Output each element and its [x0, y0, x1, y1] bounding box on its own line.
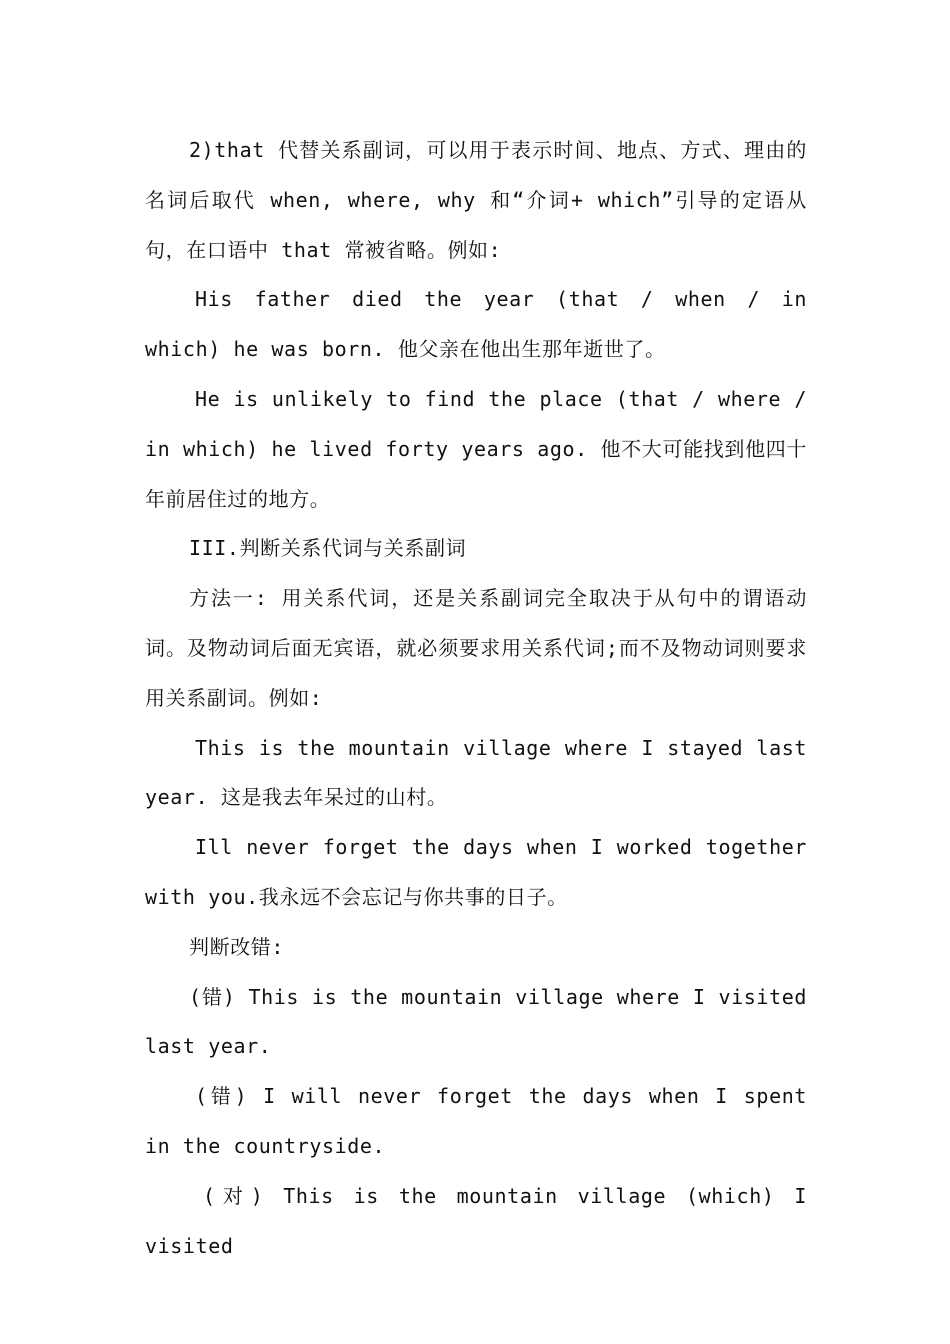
document-body	[145, 126, 807, 1271]
example-never-forget-days: Ill never forget the days when I worked together with you.我永远不会忘记与你共事的日子。	[145, 835, 807, 909]
example-mountain-village-stayed: This is the mountain village where I stayed last year. 这是我去年呆过的山村。	[145, 735, 807, 810]
paragraph-method-one: 方法一: 用关系代词，还是关系副词完全取决于从句中的谓语动词。及物动词后面无宾语，就必须要求用关系代词;而不及物动词则要求用关系副词。例如:	[145, 586, 807, 710]
example-unlikely-find-place: He is unlikely to find the place (that / where / in which) he lived forty years ago. 他不大可能找到他四十年前居住过的地方。	[145, 386, 807, 511]
wrong-example-visited: (错) This is the mountain village where I visited last year.	[145, 984, 807, 1059]
label-judge-correct: 判断改错:	[189, 934, 285, 959]
paragraph-that-replaces-adverb: 2)that 代替关系副词，可以用于表示时间、地点、方式、理由的名词后取代 when, where, why 和“介词+ which”引导的定语从句，在口语中 that 常被省略。例如:	[145, 138, 807, 262]
wrong-example-spent: (错) I will never forget the days when I spent in the countryside.	[145, 1084, 807, 1158]
example-father-died: His father died the year (that / when / in which) he was born. 他父亲在他出生那年逝世了。	[145, 287, 807, 362]
right-example-visited: (对) This is the mountain village (which) I visited	[145, 1183, 807, 1258]
section-heading-iii: III.判断关系代词与关系副词	[189, 536, 467, 561]
